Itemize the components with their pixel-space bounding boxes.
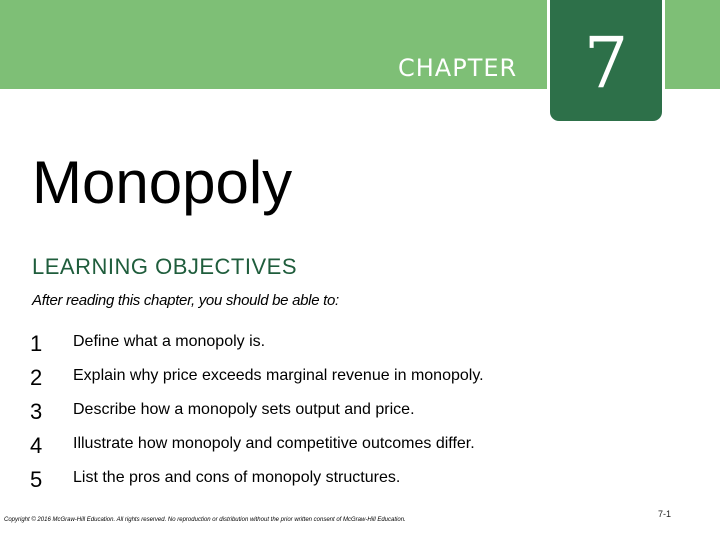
objective-number: 4 [30,433,43,458]
slide-title: Monopoly [32,149,293,216]
page-number: 7-1 [658,509,672,519]
chapter-number: 7 [583,22,629,104]
objectives-heading: LEARNING OBJECTIVES [32,254,298,279]
objective-text: Describe how a monopoly sets output and price. [73,401,415,418]
objectives-intro: After reading this chapter, you should be able to: [32,292,339,309]
objective-number: 3 [30,399,43,424]
objective-text: Define what a monopoly is. [73,333,266,350]
copyright-notice: Copyright © 2016 McGraw-Hill Education. All rights reserved. No reproduction or distribution without the prior written consent of McGraw-Hill Education. [4,517,406,523]
objective-text: Illustrate how monopoly and competitive outcomes differ. [73,435,475,452]
chapter-tab [547,0,665,124]
objective-number: 1 [30,331,43,356]
objective-text: Explain why price exceeds marginal revenue in monopoly. [73,367,484,384]
objective-number: 5 [30,467,43,492]
chapter-label: CHAPTER [398,54,518,82]
objective-text: List the pros and cons of monopoly structures. [73,469,401,486]
objective-number: 2 [30,365,43,390]
chapter-tab-fill [550,0,662,121]
